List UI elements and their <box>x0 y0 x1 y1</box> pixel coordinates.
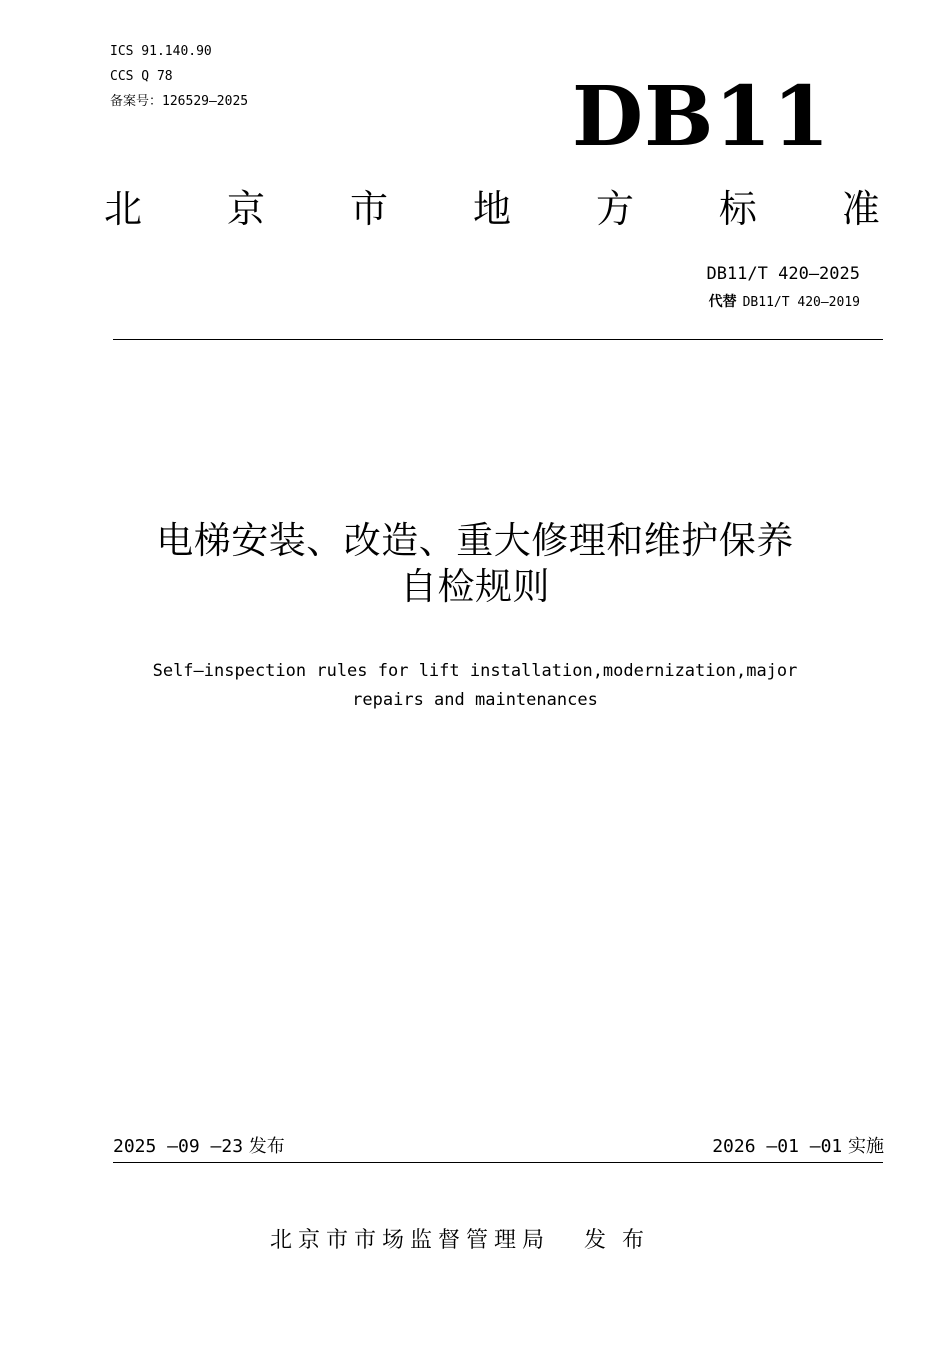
implementation-date <box>712 1134 884 1160</box>
implementation-date-value: 2026 —01 —01 <box>712 1136 843 1157</box>
category-char: 京 <box>226 187 265 231</box>
title-chinese-line1: 电梯安装、改造、重大修理和维护保养 <box>156 519 794 562</box>
implementation-label: 实施 <box>848 1136 884 1157</box>
ccs-code: CCS Q 78 <box>110 69 173 84</box>
category-char: 方 <box>595 187 634 231</box>
replaces-standard <box>709 293 860 312</box>
db11-logo: DB11 <box>572 69 831 165</box>
record-number <box>110 94 248 110</box>
standard-number: DB11/T 420—2025 <box>706 264 860 284</box>
replace-value: DB11/T 420—2019 <box>742 295 860 310</box>
title-chinese <box>0 518 950 610</box>
issue-date <box>113 1134 285 1160</box>
category-char: 标 <box>718 187 757 231</box>
title-chinese-line2: 自检规则 <box>400 565 550 608</box>
record-value: 126529—2025 <box>162 94 249 109</box>
ics-code: ICS 91.140.90 <box>110 44 212 59</box>
title-english-line2: repairs and maintenances <box>352 690 598 710</box>
title-english-line1: Self—inspection rules for lift installation,modernization,major <box>152 661 798 681</box>
top-divider <box>113 339 883 340</box>
publisher-action: 发布 <box>584 1228 661 1253</box>
publisher <box>270 1226 660 1256</box>
issue-label: 发布 <box>248 1136 285 1157</box>
category-char: 准 <box>841 187 880 231</box>
standard-category <box>104 186 880 232</box>
issue-date-value: 2025 —09 —23 <box>113 1136 244 1157</box>
category-char: 北 <box>104 187 143 231</box>
category-char: 地 <box>472 187 511 231</box>
replace-label: 代替 <box>708 294 737 310</box>
bottom-divider <box>113 1162 883 1163</box>
category-char: 市 <box>349 187 388 231</box>
title-english <box>0 657 950 715</box>
record-label: 备案号： <box>110 94 163 109</box>
publisher-name: 北京市市场监督管理局 <box>270 1228 551 1253</box>
